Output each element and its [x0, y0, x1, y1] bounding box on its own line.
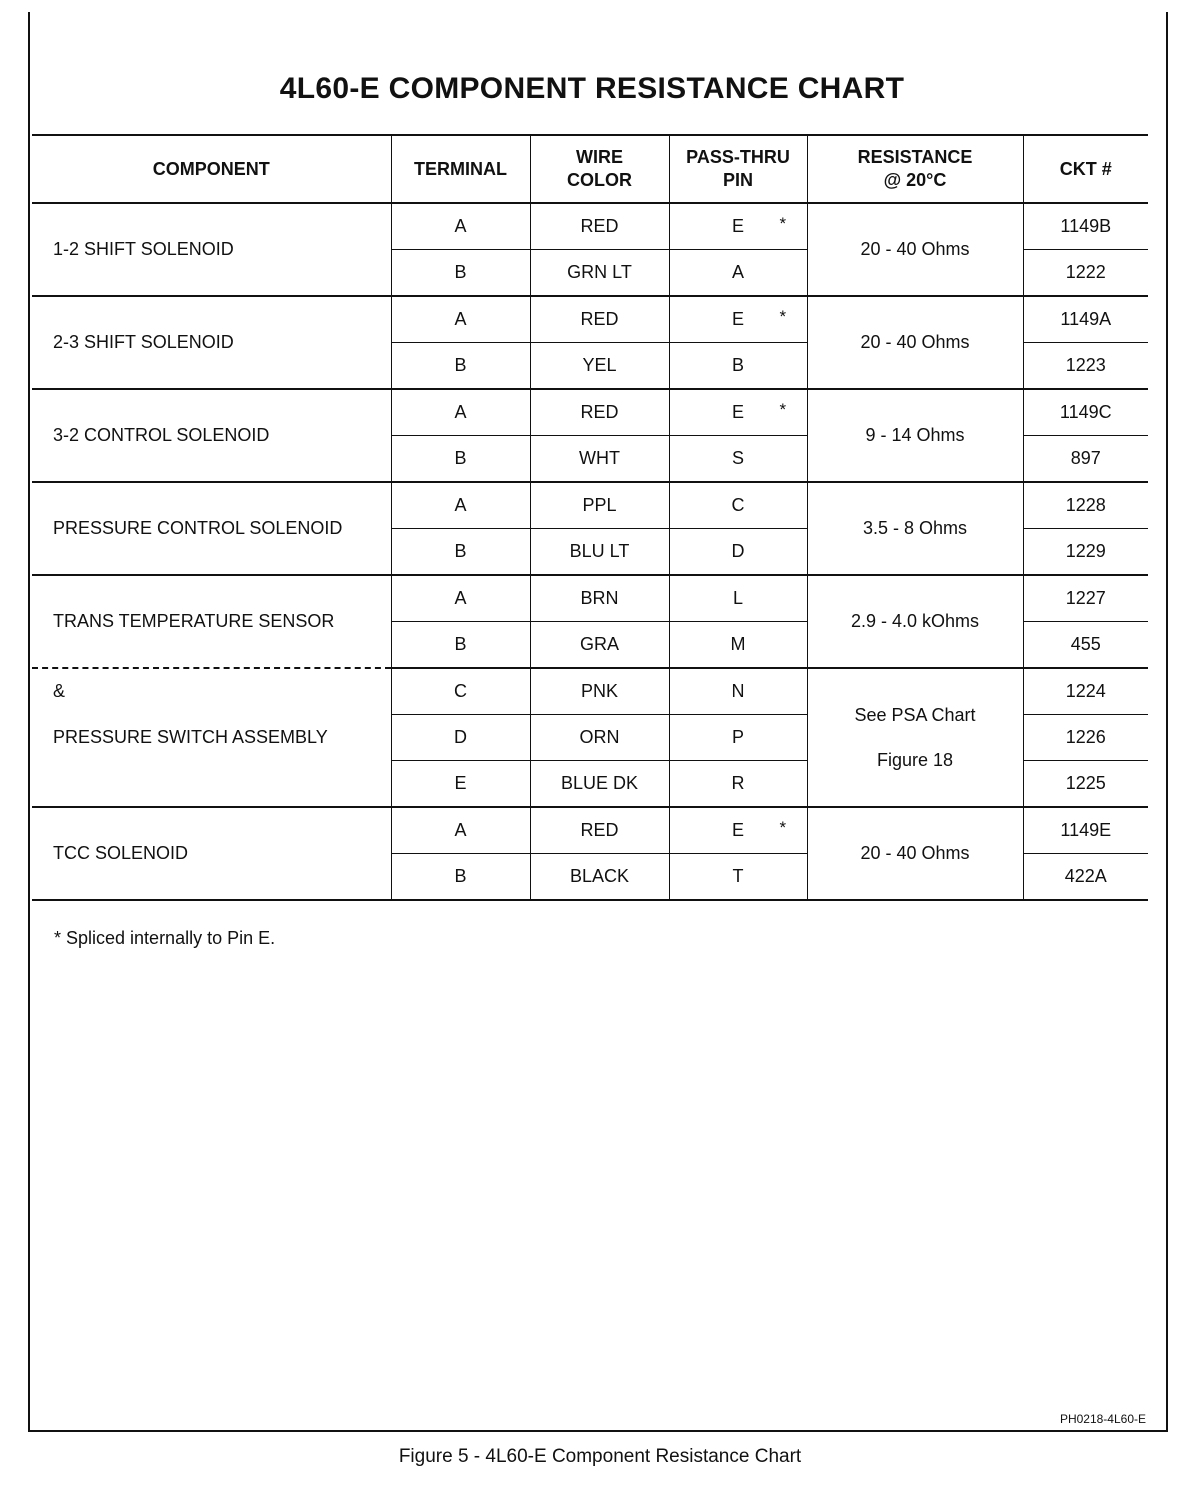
component-spacer: [32, 761, 391, 808]
header-pass-thru-pin: PASS-THRU PIN: [669, 135, 807, 203]
pin-cell: E *: [669, 296, 807, 343]
component-cell: PRESSURE CONTROL SOLENOID: [32, 482, 391, 575]
ckt-cell: 1224: [1023, 668, 1148, 715]
terminal-cell: B: [391, 529, 530, 576]
resistance-cell: 2.9 - 4.0 kOhms: [807, 575, 1023, 668]
wire-color-cell: RED: [530, 389, 669, 436]
wire-color-cell: BLU LT: [530, 529, 669, 576]
terminal-cell: B: [391, 343, 530, 390]
component-cell: 3-2 CONTROL SOLENOID: [32, 389, 391, 482]
terminal-cell: B: [391, 622, 530, 669]
terminal-cell: D: [391, 715, 530, 761]
resistance-table: [32, 134, 1148, 901]
resistance-cell: 20 - 40 Ohms: [807, 296, 1023, 389]
component-ampersand: &: [53, 681, 66, 702]
wire-color-cell: YEL: [530, 343, 669, 390]
splice-star: *: [779, 400, 787, 419]
header-terminal: TERMINAL: [391, 135, 530, 203]
resistance-cell: 9 - 14 Ohms: [807, 389, 1023, 482]
wire-color-cell: PPL: [530, 482, 669, 529]
wire-color-cell: ORN: [530, 715, 669, 761]
table-row: [32, 575, 1148, 622]
header-wire-color: WIRE COLOR: [530, 135, 669, 203]
component-cell: TRANS TEMPERATURE SENSOR: [32, 575, 391, 668]
wire-color-cell: BLUE DK: [530, 761, 669, 808]
figure-caption: Figure 5 - 4L60-E Component Resistance Chart: [398, 1446, 802, 1467]
splice-star: *: [779, 307, 787, 326]
ckt-cell: 1222: [1023, 250, 1148, 297]
pin-cell: B: [669, 343, 807, 390]
terminal-cell: A: [391, 482, 530, 529]
terminal-cell: E: [391, 761, 530, 808]
ckt-cell: 1226: [1023, 715, 1148, 761]
pin-cell: C: [669, 482, 807, 529]
table-header-row: [32, 135, 1148, 203]
splice-star: *: [779, 818, 787, 837]
resistance-cell: See PSA Chart Figure 18: [807, 668, 1023, 807]
ckt-cell: 1228: [1023, 482, 1148, 529]
resistance-cell: 20 - 40 Ohms: [807, 203, 1023, 296]
ckt-cell: 1149B: [1023, 203, 1148, 250]
footnote: * Spliced internally to Pin E.: [54, 928, 276, 948]
pin-cell: M: [669, 622, 807, 669]
table-row: [32, 482, 1148, 529]
wire-color-cell: BRN: [530, 575, 669, 622]
header-ckt: CKT #: [1023, 135, 1148, 203]
pin-cell: T: [669, 854, 807, 901]
component-cell: 1-2 SHIFT SOLENOID: [32, 203, 391, 296]
document-code: PH0218-4L60-E: [1059, 1412, 1146, 1426]
component-cell: 2-3 SHIFT SOLENOID: [32, 296, 391, 389]
ckt-cell: 1149E: [1023, 807, 1148, 854]
ckt-cell: 1149C: [1023, 389, 1148, 436]
wire-color-cell: RED: [530, 203, 669, 250]
terminal-cell: A: [391, 575, 530, 622]
page-title: 4L60-E COMPONENT RESISTANCE CHART: [279, 72, 905, 105]
pin-cell: A: [669, 250, 807, 297]
resistance-cell: 3.5 - 8 Ohms: [807, 482, 1023, 575]
terminal-cell: A: [391, 389, 530, 436]
wire-color-cell: RED: [530, 296, 669, 343]
wire-color-cell: PNK: [530, 668, 669, 715]
wire-color-cell: WHT: [530, 436, 669, 483]
terminal-cell: B: [391, 854, 530, 901]
pin-cell: R: [669, 761, 807, 808]
terminal-cell: C: [391, 668, 530, 715]
component-cell: TCC SOLENOID: [32, 807, 391, 900]
header-resistance: RESISTANCE @ 20°C: [807, 135, 1023, 203]
pin-cell: P: [669, 715, 807, 761]
pin-cell: E *: [669, 389, 807, 436]
pin-cell: N: [669, 668, 807, 715]
pin-cell: L: [669, 575, 807, 622]
resistance-cell: 20 - 40 Ohms: [807, 807, 1023, 900]
splice-star: *: [779, 214, 787, 233]
terminal-cell: B: [391, 250, 530, 297]
table-row: [32, 389, 1148, 436]
terminal-cell: A: [391, 296, 530, 343]
terminal-cell: B: [391, 436, 530, 483]
ckt-cell: 1227: [1023, 575, 1148, 622]
table-row: [32, 296, 1148, 343]
header-component: COMPONENT: [32, 135, 391, 203]
wire-color-cell: BLACK: [530, 854, 669, 901]
component-cell: PRESSURE SWITCH ASSEMBLY: [53, 727, 328, 747]
ckt-cell: 455: [1023, 622, 1148, 669]
ckt-cell: 897: [1023, 436, 1148, 483]
pin-cell: S: [669, 436, 807, 483]
ckt-cell: 422A: [1023, 854, 1148, 901]
ckt-cell: 1229: [1023, 529, 1148, 576]
pin-cell: E *: [669, 203, 807, 250]
wire-color-cell: RED: [530, 807, 669, 854]
wire-color-cell: GRA: [530, 622, 669, 669]
table-row: [32, 203, 1148, 250]
ckt-cell: 1223: [1023, 343, 1148, 390]
terminal-cell: A: [391, 807, 530, 854]
table-row: [32, 668, 1148, 715]
ckt-cell: 1225: [1023, 761, 1148, 808]
table-row: [32, 807, 1148, 854]
pin-cell: D: [669, 529, 807, 576]
pin-cell: E *: [669, 807, 807, 854]
wire-color-cell: GRN LT: [530, 250, 669, 297]
terminal-cell: A: [391, 203, 530, 250]
ckt-cell: 1149A: [1023, 296, 1148, 343]
